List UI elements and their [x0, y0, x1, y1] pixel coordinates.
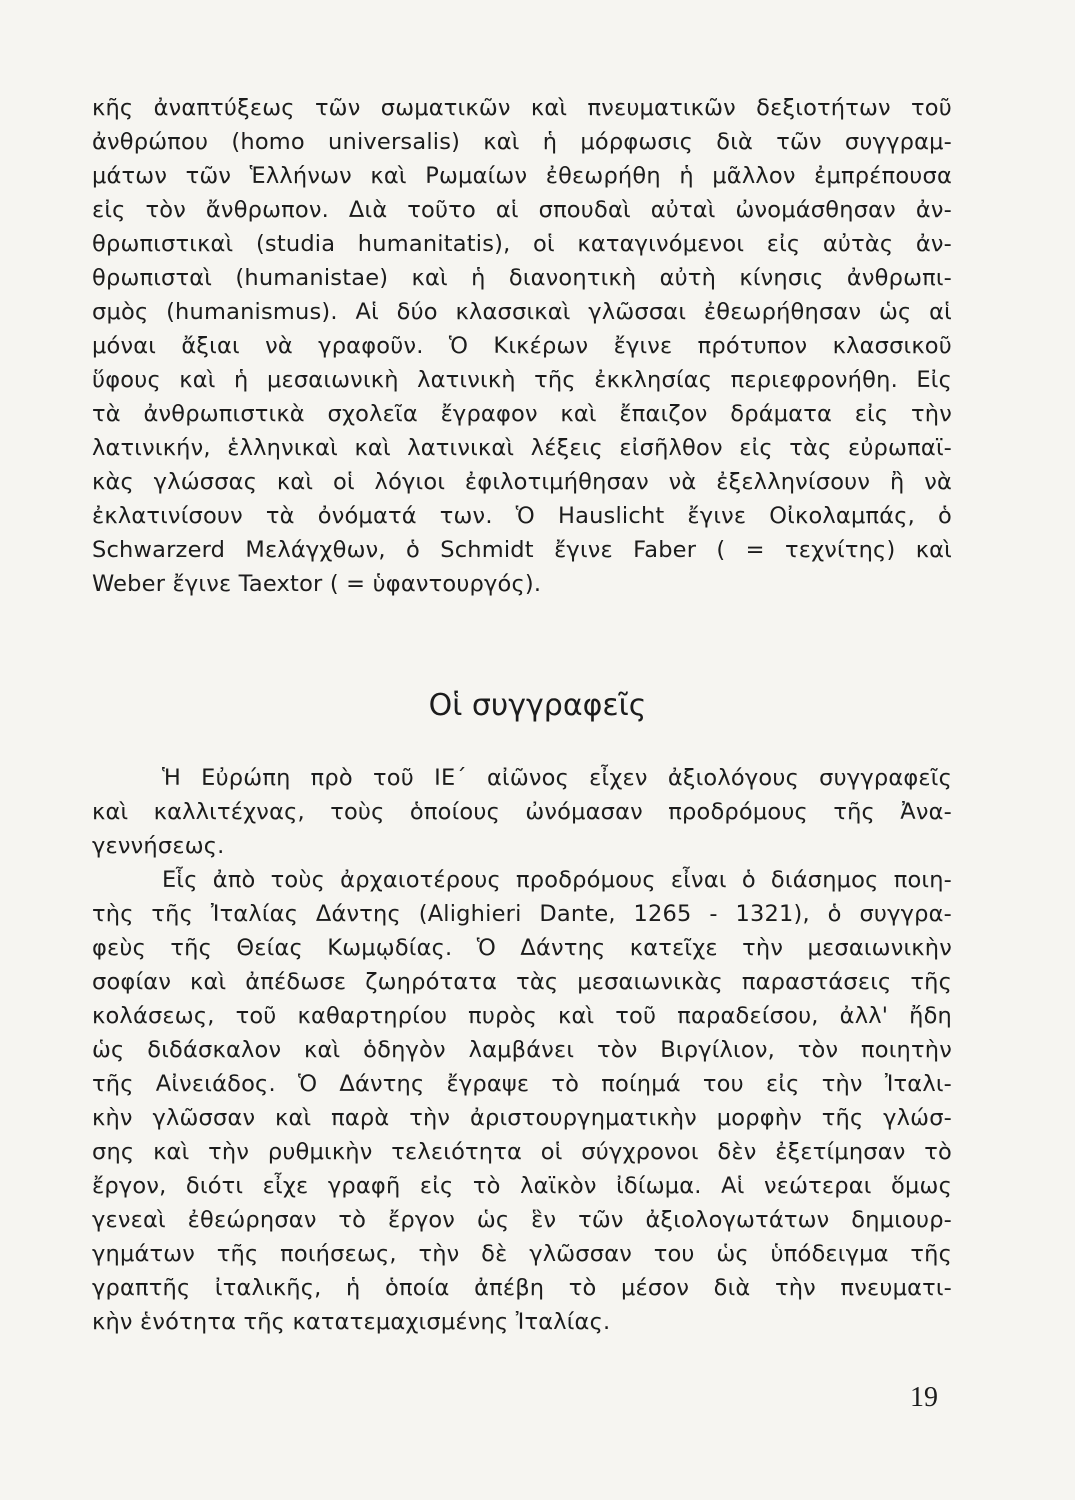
body-line: γενεαὶ ἐθεώρησαν τὸ ἔργον ὡς ἓν τῶν ἀξιολογωτάτων δημιουρ-: [92, 1207, 952, 1233]
body-line: θρωπισταὶ (humanistae) καὶ ἡ διανοητικὴ αὐτὴ κίνησις ἀνθρωπι-: [92, 265, 952, 291]
body-line: Εἷς ἀπὸ τοὺς ἀρχαιοτέρους προδρόμους εἶναι ὁ διάσημος ποιη-: [162, 867, 952, 893]
body-line: εἰς τὸν ἄνθρωπον. Διὰ τοῦτο αἱ σπουδαὶ αὐταὶ ὠνομάσθησαν ἀν-: [92, 197, 952, 223]
body-line: σοφίαν καὶ ἀπέδωσε ζωηρότατα τὰς μεσαιωνικὰς παραστάσεις τῆς: [92, 969, 952, 995]
body-line: σης καὶ τὴν ρυθμικὴν τελειότητα οἱ σύγχρονοι δὲν ἐξετίμησαν τὸ: [92, 1139, 952, 1165]
body-line: τὴς τῆς Ἰταλίας Δάντης (Alighieri Dante, 1265 - 1321), ὁ συγγρα-: [92, 901, 952, 927]
body-line: γημάτων τῆς ποιήσεως, τὴν δὲ γλῶσσαν του ὡς ὑπόδειγμα τῆς: [92, 1241, 952, 1267]
body-line: ἐκλατινίσουν τὰ ὀνόματά των. Ὁ Hauslicht ἔγινε Οἰκολαμπάς, ὁ: [92, 503, 952, 529]
body-line: τῆς Αἰνειάδος. Ὁ Δάντης ἔγραψε τὸ ποίημά του εἰς τὴν Ἰταλι-: [92, 1071, 952, 1097]
body-line: θρωπιστικαὶ (studia humanitatis), οἱ καταγινόμενοι εἰς αὐτὰς ἀν-: [92, 231, 952, 257]
body-line: κῆς ἀναπτύξεως τῶν σωματικῶν καὶ πνευματικῶν δεξιοτήτων τοῦ: [92, 95, 952, 121]
body-line: κὴν γλῶσσαν καὶ παρὰ τὴν ἀριστουργηματικὴν μορφὴν τῆς γλώσ-: [92, 1105, 952, 1131]
body-line: κολάσεως, τοῦ καθαρτηρίου πυρὸς καὶ τοῦ παραδείσου, ἀλλ' ἤδη: [92, 1003, 952, 1029]
body-line: κὰς γλώσσας καὶ οἱ λόγιοι ἐφιλοτιμήθησαν νὰ ἐξελληνίσουν ἢ νὰ: [92, 469, 952, 495]
body-line: ὕφους καὶ ἡ μεσαιωνικὴ λατινικὴ τῆς ἐκκλησίας περιεφρονήθη. Εἰς: [92, 367, 952, 393]
body-line: Ἡ Εὐρώπη πρὸ τοῦ ΙΕ΄ αἰῶνος εἶχεν ἀξιολόγους συγγραφεῖς: [162, 765, 952, 791]
body-line: τὰ ἀνθρωπιστικὰ σχολεῖα ἔγραφον καὶ ἔπαιζον δράματα εἰς τὴν: [92, 401, 952, 427]
body-line: μάτων τῶν Ἑλλήνων καὶ Ρωμαίων ἐθεωρήθη ἡ μᾶλλον ἐμπρέπουσα: [92, 163, 952, 189]
body-line: καὶ καλλιτέχνας, τοὺς ὁποίους ὠνόμασαν προδρόμους τῆς Ἀνα-: [92, 799, 952, 825]
body-line: γραπτῆς ἰταλικῆς, ἡ ὁποία ἀπέβη τὸ μέσον διὰ τὴν πνευματι-: [92, 1275, 952, 1301]
body-line: γεννήσεως.: [92, 833, 225, 859]
page-number: 19: [910, 1382, 938, 1413]
body-line: ὡς διδάσκαλον καὶ ὁδηγὸν λαμβάνει τὸν Βιργίλιον, τὸν ποιητὴν: [92, 1037, 952, 1063]
body-line: ἀνθρώπου (homo universalis) καὶ ἡ μόρφωσις διὰ τῶν συγγραμ-: [92, 129, 952, 155]
body-line: Weber ἔγινε Taextor ( = ὑφαντουργός).: [92, 571, 542, 597]
body-line: λατινικήν, ἑλληνικαὶ καὶ λατινικαὶ λέξεις εἰσῆλθον εἰς τὰς εὐρωπαϊ-: [92, 435, 952, 461]
body-line: σμὸς (humanismus). Αἱ δύο κλασσικαὶ γλῶσσαι ἐθεωρήθησαν ὡς αἱ: [92, 299, 952, 325]
body-line: κὴν ἑνότητα τῆς κατατεμαχισμένης Ἰταλίας.: [92, 1309, 611, 1335]
section-heading: Οἱ συγγραφεῖς: [428, 688, 647, 723]
body-line: ἔργον, διότι εἶχε γραφῆ εἰς τὸ λαϊκὸν ἰδίωμα. Αἱ νεώτεραι ὅμως: [92, 1173, 952, 1199]
body-line: μόναι ἄξιαι νὰ γραφοῦν. Ὁ Κικέρων ἔγινε πρότυπον κλασσικοῦ: [92, 333, 952, 359]
body-line: Schwarzerd Μελάγχθων, ὁ Schmidt ἔγινε Faber ( = τεχνίτης) καὶ: [92, 537, 952, 563]
body-line: φεὺς τῆς Θείας Κωμῳδίας. Ὁ Δάντης κατεῖχε τὴν μεσαιωνικὴν: [92, 935, 952, 961]
